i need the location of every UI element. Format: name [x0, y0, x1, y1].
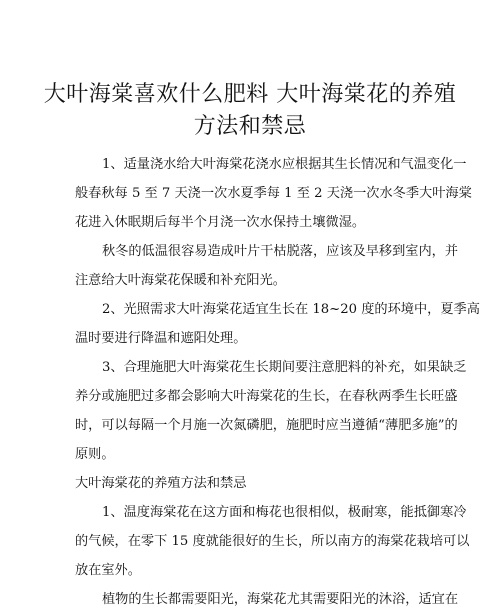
body-text-line: 原则。 — [75, 447, 115, 462]
body-text-line: 般春秋每 5 至 7 天浇一次水夏季每 1 至 2 天浇一次水冬季大叶海棠 — [75, 186, 472, 201]
document-title-line-1: 大叶海棠喜欢什么肥料 大叶海棠花的养殖 — [43, 82, 457, 107]
body-text-line: 大叶海棠花的养殖方法和禁忌 — [75, 476, 247, 491]
document-title-line-2: 方法和禁忌 — [193, 114, 307, 139]
body-text-line: 放在室外。 — [75, 563, 141, 578]
body-text-line: 植物的生长都需要阳光，海棠花尤其需要阳光的沐浴，适宜在 — [102, 592, 459, 607]
body-text-line: 养分或施肥过多都会影响大叶海棠花的生长，在春秋两季生长旺盛 — [75, 389, 458, 404]
body-text-line: 的气候，在零下 15 度就能很好的生长，所以南方的海棠花栽培可以 — [75, 534, 470, 549]
body-text-line: 花进入休眠期后每半个月浇一次水保持土壤微湿。 — [75, 215, 366, 230]
body-text-line: 时，可以每隔一个月施一次氮磷肥，施肥时应当遵循“薄肥多施”的 — [75, 418, 458, 433]
body-text-line: 1、适量浇水给大叶海棠花浇水应根据其生长情况和气温变化一 — [102, 157, 467, 172]
body-text-line: 3、合理施肥大叶海棠花生长期间要注意肥料的补充，如果缺乏 — [102, 360, 467, 375]
body-text-line: 注意给大叶海棠花保暖和补充阳光。 — [75, 273, 286, 288]
body-text-line: 2、光照需求大叶海棠花适宜生长在 18~20 度的环境中，夏季高 — [102, 302, 480, 317]
body-text-line: 秋冬的低温很容易造成叶片干枯脱落，应该及早移到室内，并 — [102, 244, 459, 259]
body-text-line: 温时要进行降温和遮阳处理。 — [75, 331, 247, 346]
body-text-line: 1、温度海棠花在这方面和梅花也很相似，极耐寒，能抵御寒冷 — [102, 505, 467, 520]
